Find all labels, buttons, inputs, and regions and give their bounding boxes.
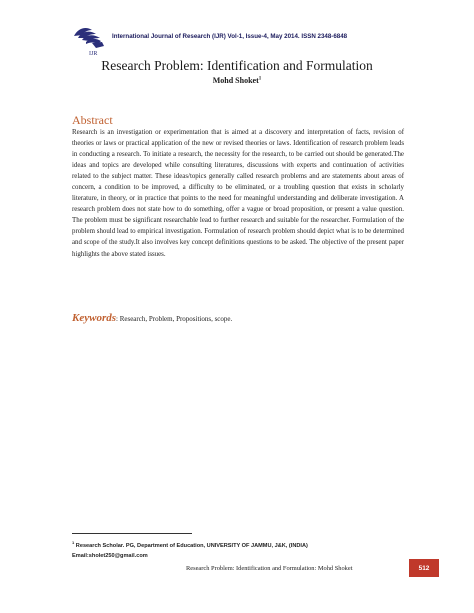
footnote-affiliation: [72, 538, 432, 551]
keywords-values: : Research, Problem, Propositions, scope.: [116, 315, 233, 323]
footnote: [72, 538, 432, 561]
abstract-body: Research is an investigation or experimentation that is aimed at a discovery and interpretation of facts, revision of theories or laws or practical application of the new or revised theories or laws. Identification of research problem leads in conducting a research. To initiate a research, the necessity for the research, to be carried out should be generated.The ideas and topics are developed while consulting literatures, discussions with experts and continuation of activities related to the subject matter. These ideas/topics generally called research problems and are statements about areas of concern, a condition to be improved, a difficulty to be eliminated, or a troubling question that exists in scholarly literature, in theory, or in practice that points to the need for meaningful understanding and deliberate investigation. A research problem does not state how to do something, offer a vague or broad proposition, or present a value question. The problem must be significant researchable lead to further research and suitable for the researcher. Formulation of the problem should lead to empirical investigation. Formulation of research problem should depict what is to be determined and scope of the study.It also involves key concept definitions questions to be asked. The objective of the present paper highlights the above stated issues.: [72, 129, 404, 258]
footnote-divider: [72, 533, 192, 534]
footnote-email: Email:sholet250@gmail.com: [72, 552, 148, 559]
running-footer: Research Problem: Identification and Formulation: Mohd Shoket: [186, 565, 353, 572]
author-footnote-marker: 1: [258, 76, 262, 82]
page-number-badge: 512: [409, 559, 439, 577]
journal-logo-icon: [68, 22, 110, 58]
footnote-marker: 1: [72, 540, 75, 545]
abstract-heading: Abstract: [72, 113, 113, 127]
footnote-affiliation-text: Research Scholar. PG, Department of Education, UNIVERSITY OF JAMMU, J&K, (INDIA): [74, 542, 308, 549]
keywords-line: [72, 312, 232, 324]
journal-header: International Journal of Research (IJR) Vol-1, Issue-4, May 2014. ISSN 2348-6848: [112, 33, 348, 40]
author-line: [0, 76, 474, 85]
logo-text: IJR: [89, 51, 98, 57]
keywords-label: Keywords: [72, 312, 116, 324]
paper-title: Research Problem: Identification and Formulation: [101, 58, 373, 73]
author-name: Mohd Shoket: [212, 76, 259, 85]
